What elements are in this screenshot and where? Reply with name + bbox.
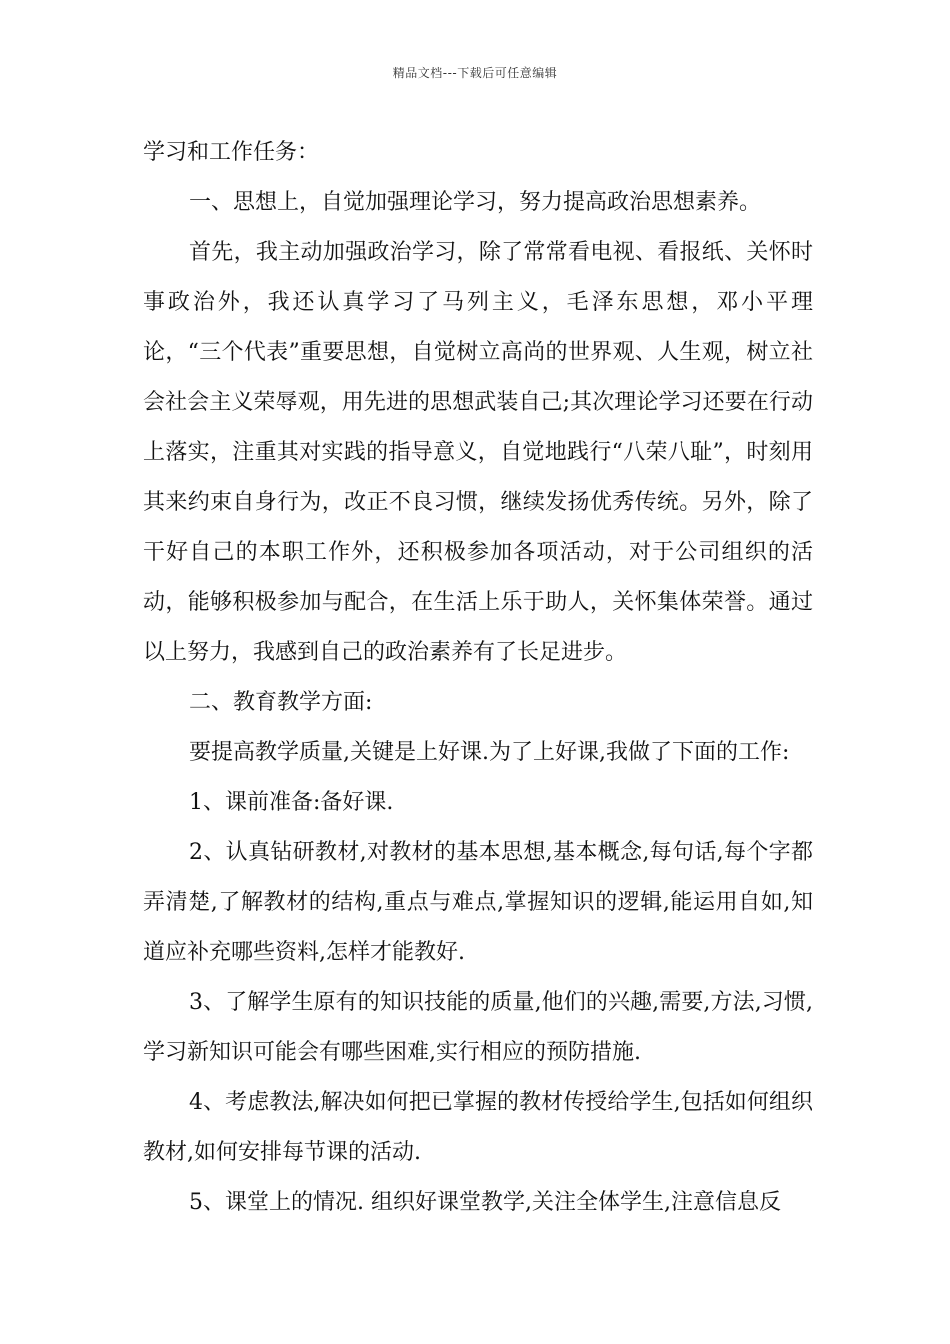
document-body <box>143 128 813 1228</box>
paragraph-item-5: 5、课堂上的情况. 组织好课堂教学,关注全体学生,注意信息反 <box>189 1190 781 1215</box>
page-header: 精品文档---下载后可任意编辑 <box>392 66 558 80</box>
paragraph-political-study: 首先，我主动加强政治学习，除了常常看电视、看报纸、关怀时事政治外，我还认真学习了马列主义，毛泽东思想，邓小平理论，“三个代表”重要思想，自觉树立高尚的世界观、人生观，树立社会社会主义荣辱观，用先进的思想武装自己;其次理论学习还要在行动上落实，注重其对实践的指导意义，自觉地践行“八荣八耻”，时刻用其来约束自身行为，改正不良习惯，继续发扬优秀传统。另外，除了干好自己的本职工作外，还积极参加各项活动，对于公司组织的活动，能够积极参加与配合，在生活上乐于助人，关怀集体荣誉。通过以上努力，我感到自己的政治素养有了长足进步。 <box>143 240 813 665</box>
paragraph-teaching-goal: 要提高教学质量,关键是上好课.为了上好课,我做了下面的工作: <box>189 740 790 765</box>
paragraph-intro: 学习和工作任务： <box>143 140 320 165</box>
paragraph-section-1-heading: 一、思想上，自觉加强理论学习，努力提高政治思想素养。 <box>189 190 762 215</box>
paragraph-section-2-heading: 二、教育教学方面: <box>189 690 373 715</box>
paragraph-item-2: 2、认真钻研教材,对教材的基本思想,基本概念,每句话,每个字都弄清楚,了解教材的结构,重点与难点,掌握知识的逻辑,能运用自如,知道应补充哪些资料,怎样才能教好. <box>143 840 813 965</box>
paragraph-item-4: 4、考虑教法,解决如何把已掌握的教材传授给学生,包括如何组织教材,如何安排每节课的活动. <box>143 1090 813 1165</box>
paragraph-item-3: 3、了解学生原有的知识技能的质量,他们的兴趣,需要,方法,习惯,学习新知识可能会有哪些困难,实行相应的预防措施. <box>143 990 813 1065</box>
paragraph-item-1: 1、课前准备:备好课. <box>189 790 394 815</box>
